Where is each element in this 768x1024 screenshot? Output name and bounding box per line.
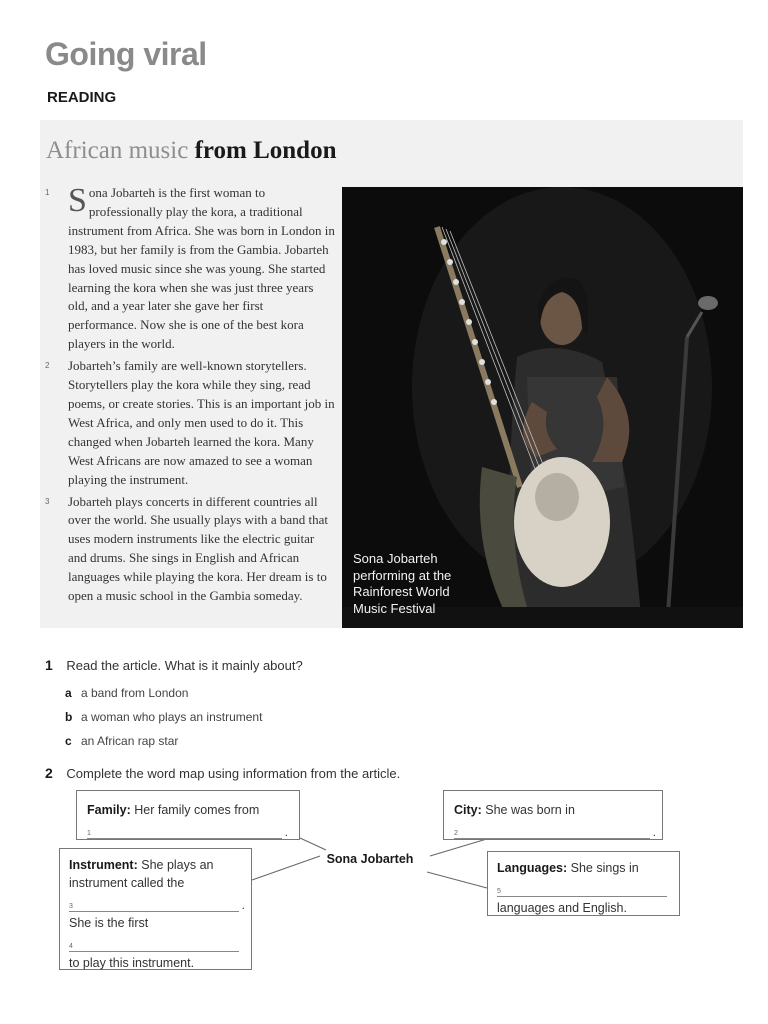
city-label: City: — [454, 803, 482, 817]
blank-line — [69, 951, 239, 952]
instrument-label: Instrument: — [69, 858, 138, 872]
option-letter: c — [65, 734, 72, 748]
blank-5-input[interactable] — [497, 877, 667, 899]
family-box — [76, 790, 300, 840]
paragraph-number: 2 — [45, 361, 50, 371]
option-text: an African rap star — [81, 734, 179, 748]
languages-text: She sings in — [570, 861, 639, 875]
drop-cap: S — [68, 182, 87, 219]
languages-box — [487, 851, 680, 916]
paragraph-text: Jobarteh’s family are well-known storytellers. Storytellers play the kora while they sing, read poems, or create stories. This is an important job in West Africa, and only men used to do it. This changed when Jobarteh learned the kora. Many West Africans are now amazed to see a woman playing the instrument. — [68, 358, 335, 487]
option-letter: a — [65, 686, 72, 700]
exercise-prompt-text: Read the article. What is it mainly about? — [66, 658, 303, 673]
paragraph-number: 3 — [45, 496, 50, 506]
blank-1-input[interactable] — [87, 819, 288, 841]
instrument-text-3: to play this instrument. — [69, 956, 195, 970]
blank-line — [69, 911, 239, 912]
blank-2-input[interactable] — [454, 819, 656, 841]
word-map-center: Sona Jobarteh — [326, 852, 414, 866]
photo-caption: Sona Jobarteh performing at the Rainforest World Music Festival — [353, 551, 452, 616]
section-heading: READING — [47, 89, 117, 106]
option-text: a band from London — [81, 686, 189, 700]
headline-part2: from London — [194, 137, 337, 164]
blank-number: 3 — [69, 903, 73, 910]
blank-number: 5 — [497, 888, 501, 895]
paragraph-text: Jobarteh plays concerts in different countries all over the world. She usually plays with a band that uses modern instruments like the electric guitar and drums. She sings in English and African languages while playing the kora. Her dream is to open a music school in the Gambia someday. — [68, 493, 328, 604]
blank-line — [87, 838, 282, 839]
blank-number: 4 — [69, 943, 73, 950]
blank-number: 1 — [87, 830, 91, 837]
instrument-text-2: She is the first — [69, 916, 149, 930]
blank-4-input[interactable] — [69, 932, 239, 954]
family-text: Her family comes from — [134, 803, 260, 817]
blank-period: . — [652, 825, 656, 839]
exercise-number: 2 — [45, 765, 53, 781]
city-box — [443, 790, 663, 840]
blank-number: 2 — [454, 830, 458, 837]
page-title: Going viral — [45, 36, 207, 72]
languages-text-2: languages and English. — [497, 901, 627, 915]
instrument-box — [59, 848, 252, 970]
blank-period: . — [241, 898, 245, 912]
paragraph-text: ona Jobarteh is the first woman to professionally play the kora, a traditional instrument from Africa. She was born in London in 1983, but her family is from the Gambia. Jobarteh has loved music since she was young. She started learning the kora when she was just three years old, and a year later she gave her first performance. Now she is one of the best kora players in the world. — [68, 185, 335, 352]
blank-line — [454, 838, 650, 839]
instrument-text: She plays an instrument called the — [69, 858, 214, 890]
option-letter: b — [65, 710, 73, 724]
blank-line — [497, 896, 667, 897]
option-text: a woman who plays an instrument — [81, 710, 263, 724]
exercise-number: 1 — [45, 657, 53, 673]
blank-3-input[interactable] — [69, 892, 245, 914]
blank-period: . — [284, 825, 288, 839]
headline-part1: African music — [46, 137, 189, 164]
family-label: Family: — [87, 803, 131, 817]
languages-label: Languages: — [497, 861, 568, 875]
city-text: She was born in — [485, 803, 575, 817]
exercise-prompt-text: Complete the word map using information from the article. — [66, 766, 401, 781]
paragraph-number: 1 — [45, 188, 50, 197]
